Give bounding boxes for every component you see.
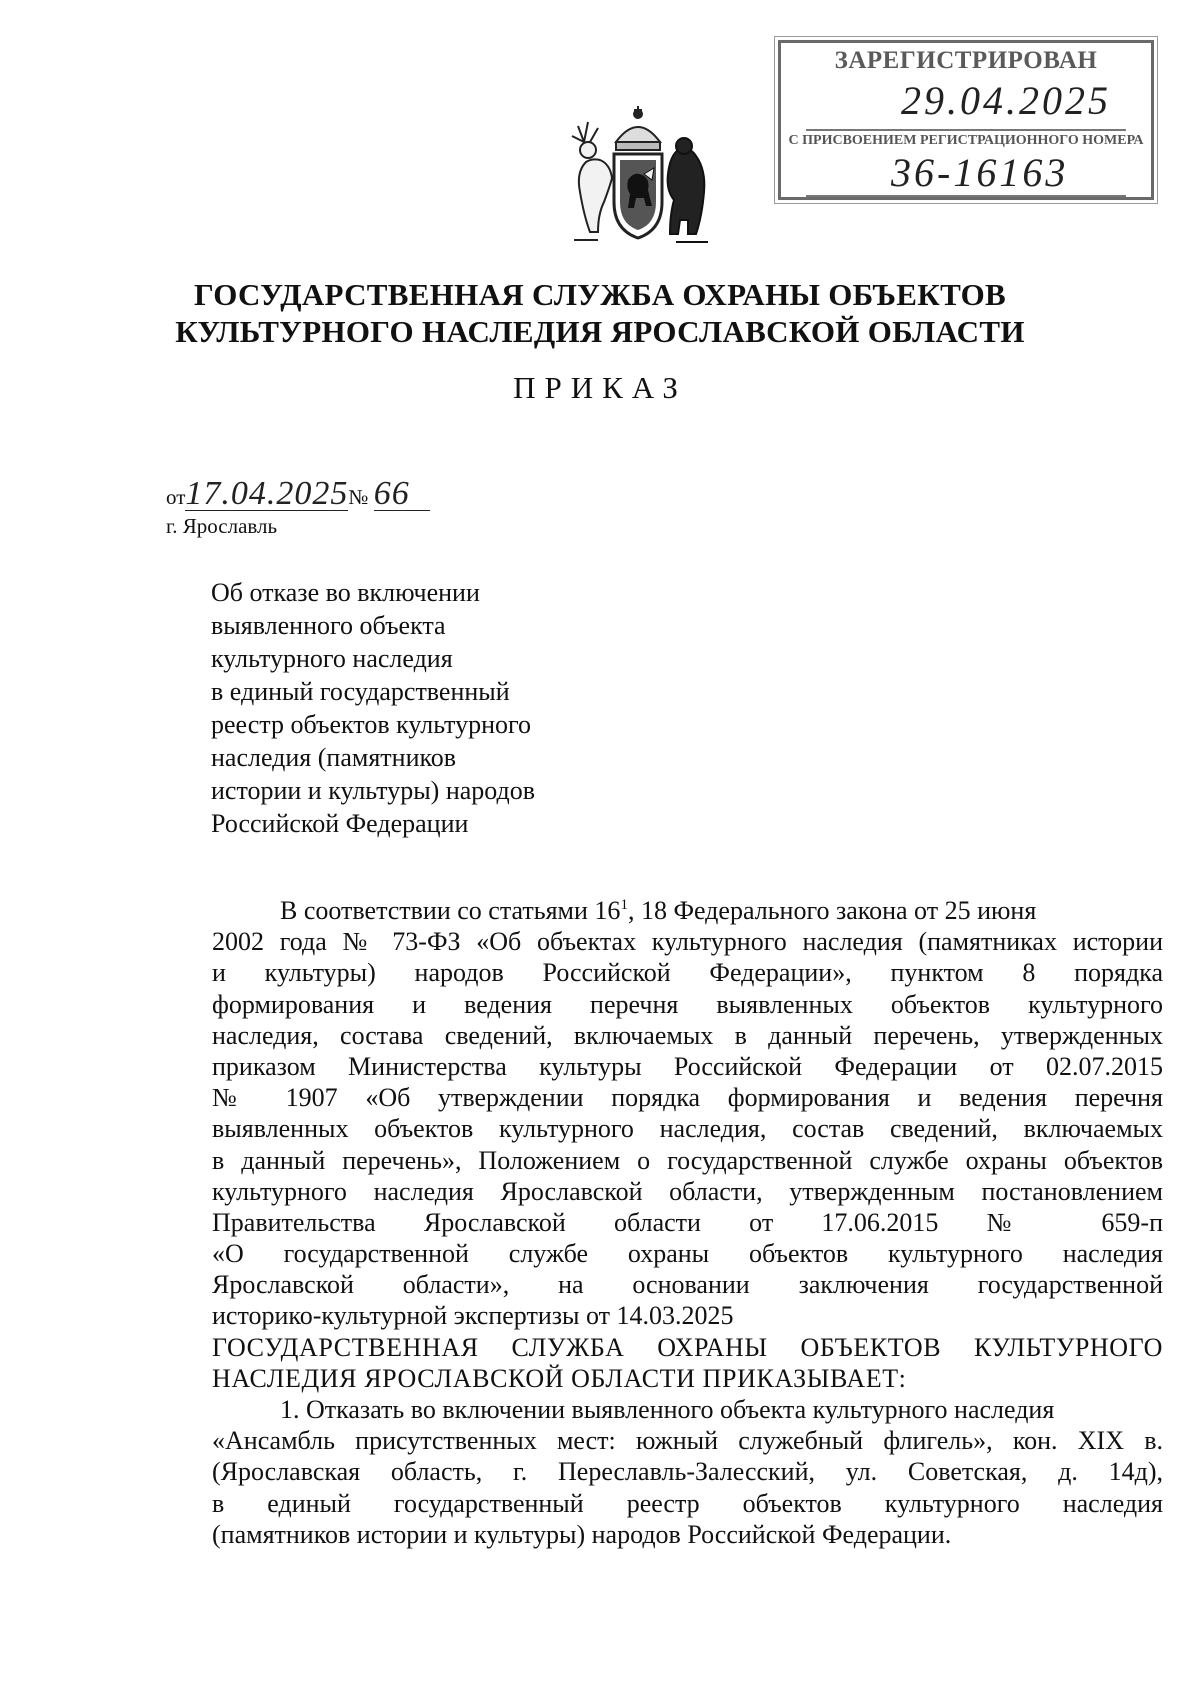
subject-line: в единый государственный: [211, 677, 510, 706]
organization-title-line: КУЛЬТУРНОГО НАСЛЕДИЯ ЯРОСЛАВСКОЙ ОБЛАСТИ: [175, 314, 1025, 349]
stamp-date: 29.04.2025: [901, 78, 1111, 123]
order-date-line: [166, 475, 430, 512]
subject-line: реестр объектов культурного: [211, 710, 532, 739]
body-line: № 1907 «Об утверждении порядка формирования и ведения перечня: [212, 1083, 1163, 1113]
stamp-subtitle: С ПРИСВОЕНИЕМ РЕГИСТРАЦИОННОГО НОМЕРА: [788, 133, 1144, 148]
body-line: Правительства Ярославской области от 17.06.2015 № 659-п: [212, 1207, 1163, 1237]
body-line: историко-культурной экспертизы от 14.03.2025: [212, 1301, 734, 1331]
organization-title: [150, 276, 1050, 350]
document-type: ПРИКАЗ: [513, 370, 687, 405]
body-line: и культуры) народов Российской Федерации», пунктом 8 порядка: [212, 958, 1163, 988]
subject-line: истории и культуры) народов: [211, 776, 536, 805]
superscript: 1: [620, 897, 628, 913]
order-number-handwritten: 66: [374, 478, 430, 511]
item-1-line: (памятников истории и культуры) народов Российской Федерации.: [212, 1519, 952, 1549]
number-label: №: [348, 485, 369, 509]
order-body: [212, 895, 1163, 1550]
item-1-line: «Ансамбль присутственных мест: южный служебный флигель», кон. XIX в.: [212, 1426, 1163, 1456]
item-1-line: (Ярославская область, г. Переславль-Залесский, ул. Советская, д. 14д),: [212, 1457, 1163, 1487]
body-line: Ярославской области», на основании заключения государственной: [212, 1270, 1163, 1300]
body-line: в данный перечень», Положением о государственной службе охраны объектов: [212, 1145, 1163, 1175]
body-line: «О государственной службе охраны объектов культурного наследия: [212, 1239, 1163, 1269]
subject-line: Об отказе во включении: [211, 578, 480, 607]
body-line: [212, 895, 1163, 926]
stamp-number: 36-16163: [891, 150, 1069, 195]
decree-line: ГОСУДАРСТВЕННАЯ СЛУЖБА ОХРАНЫ ОБЪЕКТОВ КУЛЬТУРНОГО: [212, 1332, 1163, 1362]
subject-line: Российской Федерации: [211, 809, 469, 838]
organization-title-line: ГОСУДАРСТВЕННАЯ СЛУЖБА ОХРАНЫ ОБЪЕКТОВ: [193, 277, 1007, 312]
body-line: выявленных объектов культурного наследия, состав сведений, включаемых: [212, 1114, 1163, 1144]
subject-line: выявленного объекта: [211, 611, 446, 640]
registration-stamp: [778, 40, 1154, 200]
item-1-line: в единый государственный реестр объектов культурного наследия: [212, 1488, 1163, 1518]
stamp-divider: [806, 195, 1126, 197]
stamp-divider: [806, 129, 1126, 131]
from-label: от: [166, 485, 186, 509]
body-text: В соответствии со статьями 16: [280, 896, 621, 925]
order-date-handwritten: 17.04.2025: [185, 475, 349, 512]
subject-line: культурного наследия: [211, 644, 453, 673]
coat-of-arms-icon: [556, 102, 720, 250]
body-line: культурного наследия Ярославской области, утвержденным постановлением: [212, 1176, 1163, 1206]
city: г. Ярославль: [166, 514, 278, 538]
body-line: формирования и ведения перечня выявленных объектов культурного: [212, 989, 1163, 1019]
body-text: , 18 Федерального закона от 25 июня: [627, 896, 1037, 925]
body-line: приказом Министерства культуры Российской Федерации от 02.07.2015: [212, 1051, 1163, 1081]
decree-line: НАСЛЕДИЯ ЯРОСЛАВСКОЙ ОБЛАСТИ ПРИКАЗЫВАЕТ:: [212, 1363, 907, 1393]
order-subject: [211, 576, 651, 840]
body-line: 2002 года № 73-ФЗ «Об объектах культурного наследия (памятниках истории: [212, 927, 1163, 957]
item-1-line: 1. Отказать во включении выявленного объекта культурного наследия: [280, 1395, 1055, 1424]
subject-line: наследия (памятников: [211, 743, 457, 772]
stamp-title: ЗАРЕГИСТРИРОВАН: [834, 47, 1098, 74]
body-line: наследия, состава сведений, включаемых в данный перечень, утвержденных: [212, 1020, 1163, 1050]
